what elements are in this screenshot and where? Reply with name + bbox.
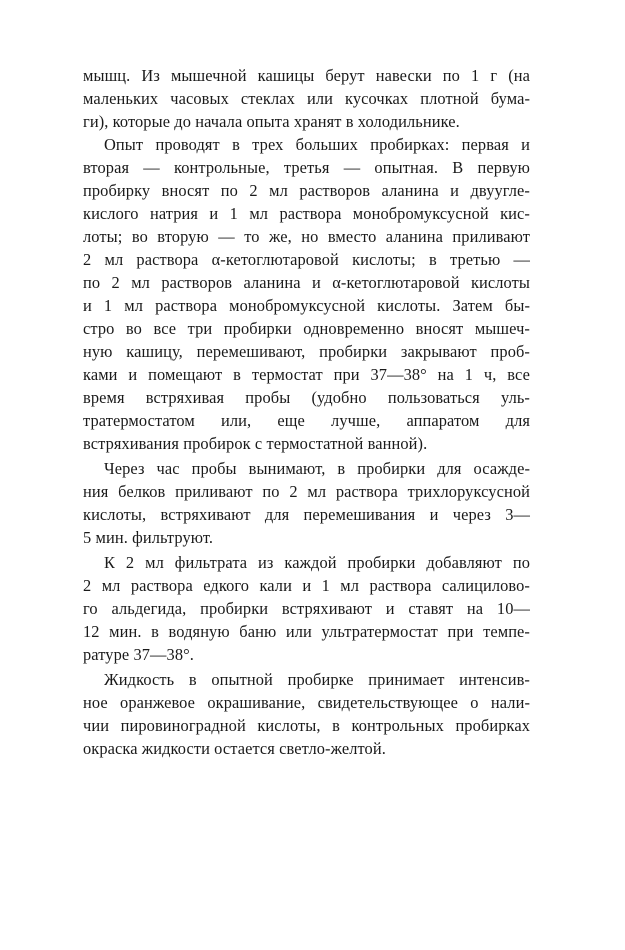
text-line: тратермостатом или, еще лучше, аппаратом для <box>83 411 530 430</box>
text-line: ния белков приливают по 2 мл раствора трихлоруксусной <box>83 482 530 501</box>
text-line: го альдегида, пробирки встряхивают и ставят на 10— <box>83 599 530 618</box>
text-line: К 2 мл фильтрата из каждой пробирки добавляют по <box>104 553 530 572</box>
text-line: окраска жидкости остается светло-желтой. <box>83 739 386 758</box>
text-line: стро во все три пробирки одновременно вносят мышеч- <box>83 319 530 338</box>
text-line: и 1 мл раствора монобромуксусной кислоты. Затем бы- <box>83 296 530 315</box>
text-line: 12 мин. в водяную баню или ультратермостат при темпе- <box>83 622 530 641</box>
text-line: Через час пробы вынимают, в пробирки для осажде- <box>104 459 530 478</box>
text-line: кислого натрия и 1 мл раствора монобромуксусной кис- <box>83 204 530 223</box>
text-line: время встряхивая пробы (удобно пользоваться уль- <box>83 388 530 407</box>
text-line: ратуре 37—38°. <box>83 645 194 664</box>
text-line: чии пировиноградной кислоты, в контрольных пробирках <box>83 716 530 735</box>
text-line: Жидкость в опытной пробирке принимает интенсив- <box>104 670 530 689</box>
text-line: мышц. Из мышечной кашицы берут навески по 1 г (на <box>83 66 530 85</box>
text-line: встряхивания пробирок с термостатной ванной). <box>83 434 428 453</box>
text-line: кислоты, встряхивают для перемешивания и через 3— <box>83 505 530 524</box>
text-line: ками и помещают в термостат при 37—38° на 1 ч, все <box>83 365 530 384</box>
text-line: Опыт проводят в трех больших пробирках: первая и <box>104 135 530 154</box>
text-line: 2 мл раствора α-кетоглютаровой кислоты; в третью — <box>83 250 530 269</box>
text-line: по 2 мл растворов аланина и α-кетоглютаровой кислоты <box>83 273 530 292</box>
text-line: ную кашицу, перемешивают, пробирки закрывают проб- <box>83 342 530 361</box>
text-line: ное оранжевое окрашивание, свидетельствующее о нали- <box>83 693 530 712</box>
text-line: 2 мл раствора едкого кали и 1 мл раствора салицилово- <box>83 576 530 595</box>
text-line: вторая — контрольные, третья — опытная. В первую <box>83 158 530 177</box>
text-line: 5 мин. фильтруют. <box>83 528 214 547</box>
text-line: ги), которые до начала опыта хранят в холодильнике. <box>83 112 460 131</box>
text-line: лоты; во вторую — то же, но вместо аланина приливают <box>83 227 530 246</box>
text-line: маленьких часовых стеклах или кусочках плотной бума- <box>83 89 530 108</box>
text-line: пробирку вносят по 2 мл растворов аланина и двууглe- <box>83 181 530 200</box>
